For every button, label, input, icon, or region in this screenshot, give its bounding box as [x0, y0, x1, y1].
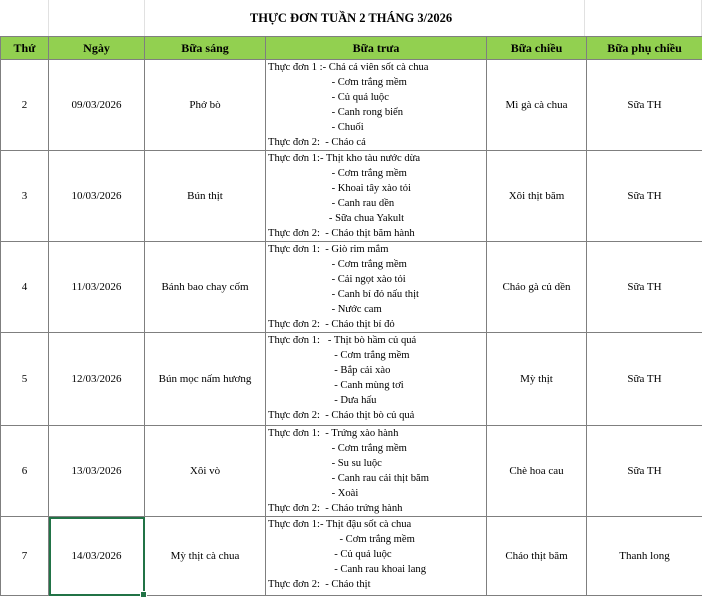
lunch-line: - Nước cam — [268, 302, 486, 317]
lunch-line: - Bắp cải xào — [268, 363, 486, 378]
day-cell[interactable]: 3 — [1, 151, 49, 242]
lunch-line: - Củ quả luộc — [268, 547, 486, 562]
lunch-line: - Canh rau cải thịt băm — [268, 471, 486, 486]
snack-cell[interactable]: Sữa TH — [587, 242, 702, 333]
day-cell[interactable]: 5 — [1, 333, 49, 426]
lunch-line: Thực đơn 2: - Cháo thịt bí đỏ — [268, 317, 486, 332]
lunch-line: - Cơm trắng mềm — [268, 532, 486, 547]
lunch-line: Thực đơn 1:- Thịt kho tàu nước dừa — [268, 151, 486, 166]
table-row — [1, 242, 702, 333]
day-cell[interactable]: 7 — [1, 517, 49, 596]
lunch-line: Thực đơn 1: - Giò rim mắm — [268, 242, 486, 257]
lunch-line: Thực đơn 2: - Cháo thịt băm hành — [268, 226, 486, 241]
lunch-line: - Xoài — [268, 486, 486, 501]
header-date[interactable]: Ngày — [49, 37, 145, 60]
date-cell[interactable]: 09/03/2026 — [49, 60, 145, 151]
lunch-line: - Canh bí đỏ nấu thịt — [268, 287, 486, 302]
date-cell[interactable]: 10/03/2026 — [49, 151, 145, 242]
sheet-title[interactable]: THỰC ĐƠN TUẦN 2 THÁNG 3/2026 — [0, 0, 702, 36]
header-snack[interactable]: Bữa phụ chiều — [587, 37, 702, 60]
header-day[interactable]: Thứ — [1, 37, 49, 60]
afternoon-cell[interactable]: Cháo gà củ dền — [487, 242, 587, 333]
snack-cell[interactable]: Thanh long — [587, 517, 702, 596]
lunch-line: - Su su luộc — [268, 456, 486, 471]
lunch-line: - Củ quả luộc — [268, 90, 486, 105]
snack-cell[interactable]: Sữa TH — [587, 151, 702, 242]
day-cell[interactable]: 2 — [1, 60, 49, 151]
snack-cell[interactable]: Sữa TH — [587, 426, 702, 517]
afternoon-cell[interactable]: Mỳ thịt — [487, 333, 587, 426]
lunch-cell[interactable] — [266, 242, 487, 333]
lunch-cell[interactable] — [266, 333, 487, 426]
lunch-line: - Cơm trắng mềm — [268, 257, 486, 272]
lunch-line: Thực đơn 2: - Cháo thịt bò củ quả — [268, 408, 486, 423]
lunch-cell[interactable] — [266, 426, 487, 517]
afternoon-cell[interactable]: Cháo thịt băm — [487, 517, 587, 596]
breakfast-cell[interactable]: Mỳ thịt cà chua — [145, 517, 266, 596]
table-row — [1, 333, 702, 426]
day-cell[interactable]: 6 — [1, 426, 49, 517]
breakfast-cell[interactable]: Xôi vò — [145, 426, 266, 517]
header-afternoon[interactable]: Bữa chiều — [487, 37, 587, 60]
date-cell-text: 14/03/2026 — [71, 550, 121, 562]
header-row — [1, 37, 702, 60]
lunch-line: - Canh rau khoai lang — [268, 562, 486, 577]
table-row — [1, 151, 702, 242]
lunch-line: - Canh mùng tơi — [268, 378, 486, 393]
header-lunch[interactable]: Bữa trưa — [266, 37, 487, 60]
lunch-line: Thực đơn 1: - Trứng xào hành — [268, 426, 486, 441]
lunch-line: - Cơm trắng mềm — [268, 166, 486, 181]
lunch-cell[interactable] — [266, 151, 487, 242]
lunch-line: - Cơm trắng mềm — [268, 75, 486, 90]
lunch-line: Thực đơn 2: - Cháo cá — [268, 135, 486, 150]
lunch-line: Thực đơn 1: - Thịt bò hầm củ quả — [268, 333, 486, 348]
date-cell[interactable]: 13/03/2026 — [49, 426, 145, 517]
lunch-line: - Canh rong biển — [268, 105, 486, 120]
snack-cell[interactable]: Sữa TH — [587, 333, 702, 426]
lunch-line: - Khoai tây xào tỏi — [268, 181, 486, 196]
table-row — [1, 426, 702, 517]
day-cell[interactable]: 4 — [1, 242, 49, 333]
date-cell-selected[interactable] — [49, 517, 145, 596]
lunch-cell[interactable] — [266, 517, 487, 596]
snack-cell[interactable]: Sữa TH — [587, 60, 702, 151]
lunch-line: - Chuối — [268, 120, 486, 135]
lunch-line: Thực đơn 2: - Cháo thịt — [268, 577, 486, 592]
lunch-line: - Cơm trắng mềm — [268, 348, 486, 363]
lunch-line: Thực đơn 1 :- Chả cá viên sốt cà chua — [268, 60, 486, 75]
lunch-line: - Sữa chua Yakult — [268, 211, 486, 226]
afternoon-cell[interactable]: Mì gà cà chua — [487, 60, 587, 151]
lunch-line: Thực đơn 2: - Cháo trứng hành — [268, 501, 486, 516]
table-row — [1, 517, 702, 596]
lunch-cell[interactable] — [266, 60, 487, 151]
afternoon-cell[interactable]: Xôi thịt băm — [487, 151, 587, 242]
date-cell[interactable]: 12/03/2026 — [49, 333, 145, 426]
lunch-line: - Dưa hấu — [268, 393, 486, 408]
date-cell[interactable]: 11/03/2026 — [49, 242, 145, 333]
lunch-line: Thực đơn 1:- Thịt đậu sốt cà chua — [268, 517, 486, 532]
menu-table — [0, 36, 702, 596]
header-breakfast[interactable]: Bữa sáng — [145, 37, 266, 60]
breakfast-cell[interactable]: Bún mọc nấm hương — [145, 333, 266, 426]
lunch-line: - Cải ngọt xào tỏi — [268, 272, 486, 287]
table-row — [1, 60, 702, 151]
lunch-line: - Canh rau dền — [268, 196, 486, 211]
breakfast-cell[interactable]: Bún thịt — [145, 151, 266, 242]
lunch-line: - Cơm trắng mềm — [268, 441, 486, 456]
breakfast-cell[interactable]: Phở bò — [145, 60, 266, 151]
breakfast-cell[interactable]: Bánh bao chay cốm — [145, 242, 266, 333]
afternoon-cell[interactable]: Chè hoa cau — [487, 426, 587, 517]
